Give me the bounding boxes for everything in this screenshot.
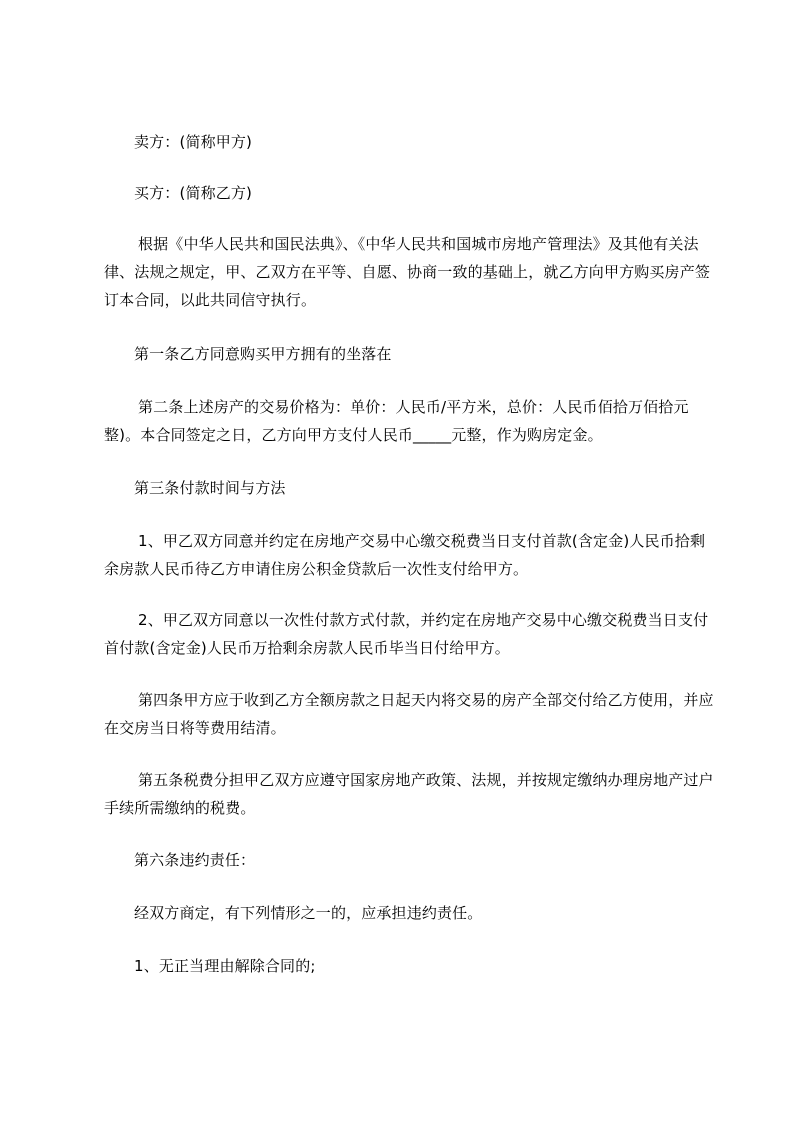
article-4: 第四条甲方应于收到乙方全额房款之日起天内将交易的房产全部交付给乙方使用，并应在交房当日将等费用结清。 <box>104 691 714 737</box>
article-1: 第一条乙方同意购买甲方拥有的坐落在 <box>134 345 392 363</box>
article-5: 第五条税费分担甲乙双方应遵守国家房地产政策、法规，并按规定缴纳办理房地产过户手续所需缴纳的税费。 <box>104 771 714 817</box>
preamble-paragraph: 根据《中华人民共和国民法典》、《中华人民共和国城市房地产管理法》及其他有关法律、法规之规定，甲、乙双方在平等、自愿、协商一致的基础上，就乙方向甲方购买房产签订本合同，以此共同信守执行。 <box>104 235 711 309</box>
seller-line: 卖方：(简称甲方) <box>134 133 253 151</box>
article-3-item-1: 1、甲乙双方同意并约定在房地产交易中心缴交税费当日支付首款(含定金)人民币拾剩余房款人民币待乙方申请住房公积金贷款后一次性支付给甲方。 <box>104 532 706 578</box>
article-6-title: 第六条违约责任： <box>134 851 256 869</box>
article-6-intro: 经双方商定，有下列情形之一的，应承担违约责任。 <box>134 904 483 922</box>
article-3-item-2: 2、甲乙双方同意以一次性付款方式付款，并约定在房地产交易中心缴交税费当日支付首付款(含定金)人民币万拾剩余房款人民币毕当日付给甲方。 <box>104 611 709 657</box>
article-6-item-1: 1、无正当理由解除合同的; <box>134 957 316 975</box>
article-2: 第二条上述房产的交易价格为：单价：人民币/平方米，总价：人民币佰拾万佰拾元整)。本合同签定之日，乙方向甲方支付人民币_____元整，作为购房定金。 <box>104 398 689 444</box>
article-3-title: 第三条付款时间与方法 <box>134 479 286 497</box>
buyer-line: 买方：(简称乙方) <box>134 184 253 202</box>
